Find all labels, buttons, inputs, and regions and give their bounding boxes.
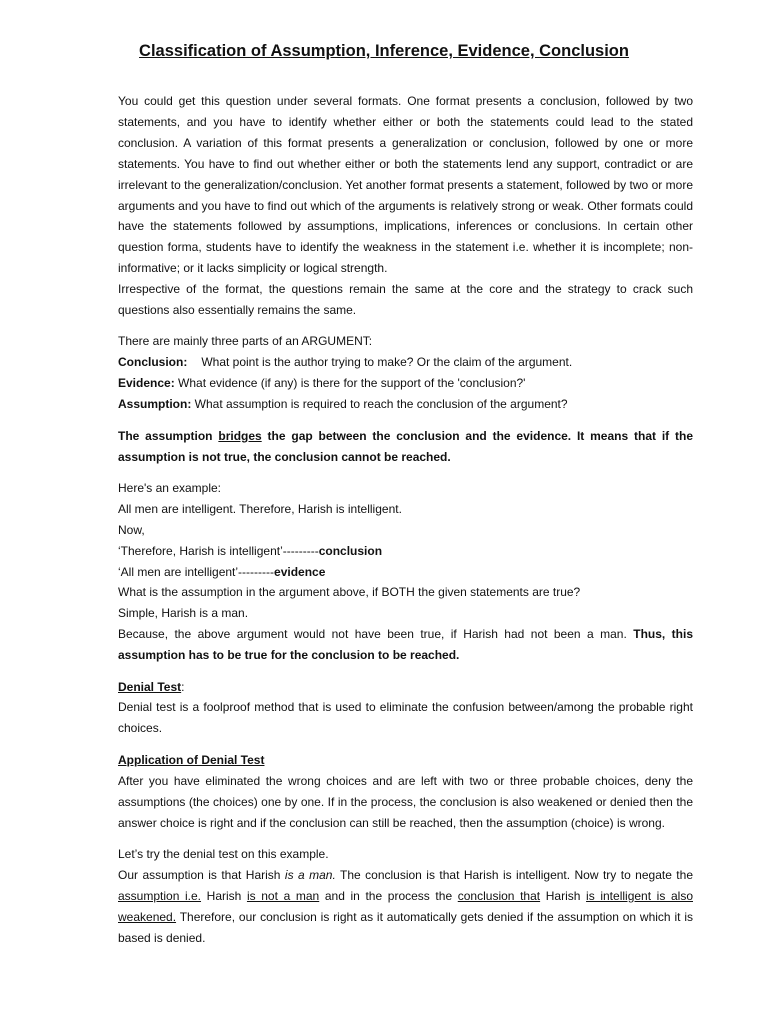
evidence-label: Evidence: <box>118 376 175 391</box>
assumption-text: What assumption is required to reach the conclusion of the argument? <box>191 397 568 412</box>
trial-underline-3: conclusion that <box>457 888 541 903</box>
example-line-4 <box>118 562 693 583</box>
example-line-5: What is the assumption in the argument above, if BOTH the given statements are true? <box>118 585 581 600</box>
example-line-2: Now, <box>118 522 145 537</box>
example-line-4-text: ‘All men are intelligent’--------- <box>118 564 275 579</box>
denial-heading-colon: : <box>181 679 185 694</box>
example-intro: Here's an example: <box>118 480 222 495</box>
intro-paragraph: You could get this question under several formats. One format presents a conclusion, followed by two statements, and you have to identify whether either or both the statements could lead to the stated conclusion. A variation of this format presents a generalization or conclusion, followed by one or more statements. You have to find out whether either or both the statements lend any support, contradict or are irrelevant to the generalization/conclusion. Yet another format presents a statement, followed by two or more arguments and you have to find out which of the arguments is relatively strong or weak. Other formats could have the statements followed by assumptions, implications, inferences or conclusions. In certain other question forma, students have to identify the weakness in the statement i.e. whether it is incomplete; non-informative; or it lacks simplicity or logical strength. <box>118 94 693 276</box>
conclusion-label: Conclusion: <box>118 355 188 370</box>
trial-paragraph <box>118 865 693 949</box>
denial-text: Denial test is a foolproof method that is used to eliminate the confusion between/among the probable right choices. <box>118 700 693 736</box>
trial-underline-4: is intelligent is also weakened. <box>118 888 693 924</box>
trial-underline-2: is not a man <box>246 888 320 903</box>
document-title: Classification of Assumption, Inference, Evidence, Conclusion <box>139 42 629 60</box>
bridge-keyword: bridges <box>218 428 262 443</box>
example-line-4-label: evidence <box>274 564 326 579</box>
trial-intro: Let’s try the denial test on this example. <box>118 846 329 861</box>
trial-text-6: Therefore, our conclusion is right as it automatically gets denied if the assumption on which it is based is denied. <box>118 909 693 945</box>
trial-underline-1: assumption i.e. <box>118 888 202 903</box>
example-line-7 <box>118 624 693 666</box>
example-line-3-label: conclusion <box>318 543 383 558</box>
example-line-7-emphasis: Thus, this assumption has to be true for the conclusion to be reached. <box>118 627 693 663</box>
evidence-definition <box>118 373 693 394</box>
intro-paragraph-2: Irrespective of the format, the questions remain the same at the core and the strategy to crack such questions also essentially remains the same. <box>118 282 693 318</box>
assumption-definition <box>118 394 693 415</box>
application-heading: Application of Denial Test <box>118 752 265 767</box>
example-line-3-text: ‘Therefore, Harish is intelligent’--------- <box>118 543 319 558</box>
example-line-1: All men are intelligent. Therefore, Harish is intelligent. <box>118 501 402 516</box>
trial-italic: is a man. <box>284 867 336 882</box>
bridge-pre: The assumption <box>118 428 219 443</box>
trial-text-3: Harish <box>201 888 247 903</box>
assumption-label: Assumption: <box>118 397 192 412</box>
conclusion-text: What point is the author trying to make? Or the claim of the argument. <box>201 355 573 370</box>
trial-text-2: The conclusion is that Harish is intelligent. Now try to negate the <box>335 867 693 882</box>
denial-heading: Denial Test <box>118 679 182 694</box>
conclusion-definition <box>118 352 693 373</box>
application-text: After you have eliminated the wrong choices and are left with two or three probable choices, deny the assumptions (the choices) one by one. If in the process, the conclusion is also weakened or denied then the answer choice is right and if the conclusion can still be reached, then the assumption (choice) is wrong. <box>118 773 693 830</box>
trial-text-5: Harish <box>540 888 587 903</box>
application-heading-line <box>118 750 693 771</box>
parts-heading: There are mainly three parts of an ARGUMENT: <box>118 334 373 349</box>
bridge-statement <box>118 426 693 468</box>
example-line-3 <box>118 541 693 562</box>
denial-heading-line <box>118 677 693 698</box>
trial-text-1: Our assumption is that Harish <box>118 867 285 882</box>
evidence-text: What evidence (if any) is there for the support of the 'conclusion?' <box>174 376 526 391</box>
example-line-7-text: Because, the above argument would not have been true, if Harish had not been a man. <box>118 627 634 642</box>
example-line-6: Simple, Harish is a man. <box>118 606 249 621</box>
bridge-post: the gap between the conclusion and the evidence. It means that if the assumption is not true, the conclusion cannot be reached. <box>118 428 693 464</box>
trial-text-4: and in the process the <box>319 888 458 903</box>
document-body <box>118 91 693 948</box>
